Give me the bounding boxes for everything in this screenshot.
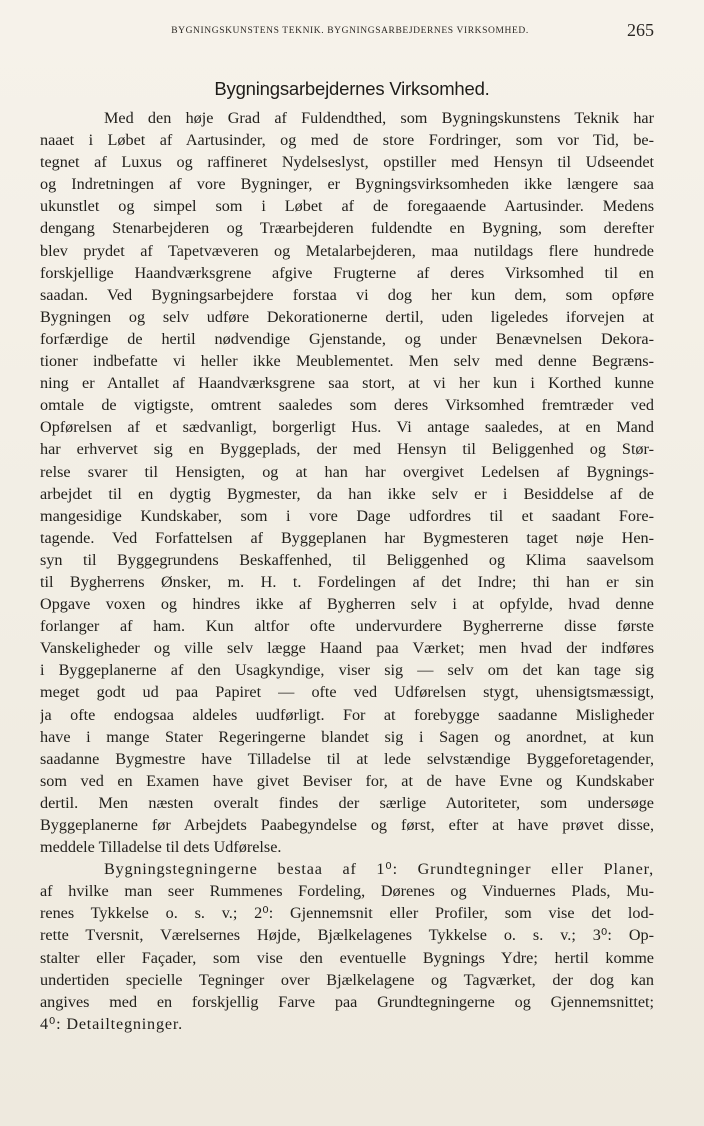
body-line: tegnet af Luxus og raffineret Nydelseslyst, opstiller med Hensyn til Udseendet: [40, 153, 654, 172]
body-line: meget godt ud paa Papiret — ofte ved Udførelsen stygt, uhensigtsmæssigt,: [40, 683, 654, 702]
body-line: arbejdet til en dygtig Bygmester, da han ikke selv er i Besiddelse af de: [40, 484, 654, 503]
running-head: BYGNINGSKUNSTENS TEKNIK. BYGNINGSARBEJDERNES VIRKSOMHED.: [171, 26, 529, 36]
body-line: dertil. Men næsten overalt findes der særlige Autoriteter, som undersøge: [40, 793, 654, 812]
body-line: undertiden specielle Tegninger over Bjælkelagene og Tagværket, der dog kan: [40, 970, 654, 989]
body-line: relse svarer til Hensigten, og at han har overgivet Ledelsen af Bygnings-: [40, 462, 654, 481]
body-line: forfærdige de hertil nødvendige Gjenstande, og under Benævnelsen Dekora-: [40, 329, 654, 348]
body-line: meddele Tilladelse til dets Udførelse.: [40, 838, 282, 857]
body-line: tagende. Ved Forfattelsen af Byggeplanen har Bygmesteren taget nøje Hen-: [40, 528, 654, 547]
body-line: tioner indbefatte vi heller ikke Meublementet. Men selv med denne Begræns-: [40, 352, 654, 371]
body-line: Opgave voxen og hindres ikke af Bygherren selv i at opfylde, hvad denne: [40, 595, 654, 614]
body-line: omtale de vigtigste, omtrent saaledes som deres Virksomhed fremtræder ved: [40, 396, 654, 415]
body-line: forlanger af ham. Kun altfor ofte undervurdere Bygherrerne disse første: [40, 617, 654, 636]
body-line: renes Tykkelse o. s. v.; 2⁰: Gjennemsnit eller Profiler, som vise det lod-: [40, 904, 654, 923]
body-line: 4⁰: Detailtegninger.: [40, 1014, 183, 1033]
body-line: og Indretningen af vore Bygninger, er Bygningsvirksomheden ikke længere saa: [40, 175, 654, 194]
body-line: naaet i Løbet af Aartusinder, og med de store Fordringer, som vor Tid, be-: [40, 131, 654, 150]
body-line: forskjellige Haandværksgrene afgive Frugterne af deres Virksomhed til en: [40, 263, 654, 282]
body-line: stalter eller Façader, som vise den eventuelle Bygnings Ydre; hertil komme: [40, 948, 654, 967]
body-line: saadan. Ved Bygningsarbejdere forstaa vi dog her kun dem, som opføre: [40, 285, 654, 304]
body-line: Bygningen og selv udføre Dekorationerne dertil, uden ligeledes iforvejen at: [40, 307, 654, 326]
body-line: have i mange Stater Regeringerne blandet sig i Sagen og anordnet, at kun: [40, 727, 654, 746]
page-number: 265: [627, 20, 654, 40]
body-line: angives med en forskjellig Farve paa Grundtegningerne og Gjennemsnittet;: [40, 992, 654, 1011]
body-line: Byggeplanerne før Arbejdets Paabegyndelse og først, efter at have prøvet disse,: [40, 816, 654, 834]
body-line: rette Tversnit, Værelsernes Højde, Bjælkelagenes Tykkelse o. s. v.; 3⁰: Op-: [40, 926, 654, 945]
body-line: ukunstlet og simpel som i Løbet af de foregaaende Aartusinder. Medens: [40, 197, 654, 216]
body-line: ja ofte endogsaa aldeles uudførligt. For at forebygge saadanne Misligheder: [40, 705, 654, 724]
body-line: af hvilke man seer Rummenes Fordeling, Dørenes og Vinduernes Plads, Mu-: [40, 882, 654, 901]
body-line: til Bygherrens Ønsker, m. H. t. Fordelingen af det Indre; thi han er sin: [40, 572, 654, 591]
body-line: ning er Antallet af Haandværksgrene saa stort, at vi her kun i Korthed kunne: [40, 374, 654, 393]
body-paragraphs: [40, 107, 654, 1035]
body-line: blev prydet af Tapetvæveren og Metalarbejderen, maa nutildags flere hundrede: [40, 241, 654, 260]
body-line: som ved en Examen have givet Beviser for, at de have Evne og Kundskaber: [40, 771, 654, 790]
body-line: i Byggeplanerne af den Usagkyndige, viser sig — selv om det kan tage sig: [40, 661, 654, 680]
body-line: mangesidige Kundskaber, som i vore Dage udfordres til et saadant Fore-: [40, 506, 654, 525]
body-line: syn til Byggegrundens Beskaffenhed, til Beliggenhed og Klima saavelsom: [40, 550, 654, 569]
body-line: Med den høje Grad af Fuldendthed, som Bygningskunstens Teknik har: [104, 109, 654, 127]
body-line: dengang Stenarbejderen og Træarbejderen fuldendte en Bygning, som derefter: [40, 219, 654, 238]
body-line: Bygningstegningerne bestaa af 1⁰: Grundtegninger eller Planer,: [104, 860, 654, 879]
body-line: Opførelsen af et sædvanligt, borgerligt Hus. Vi antage saaledes, at en Mand: [40, 418, 654, 437]
body-line: Vanskeligheder og ville selv lægge Haand paa Værket; men hvad der indføres: [40, 639, 654, 658]
body-line: har erhvervet sig en Byggeplads, der med Hensyn til Beliggenhed og Stør-: [40, 440, 654, 459]
section-title: Bygningsarbejdernes Virksomhed.: [214, 78, 490, 99]
body-line: saadanne Bygmestre have Tilladelse til at lede selvstændige Byggeforetagender,: [40, 749, 654, 768]
